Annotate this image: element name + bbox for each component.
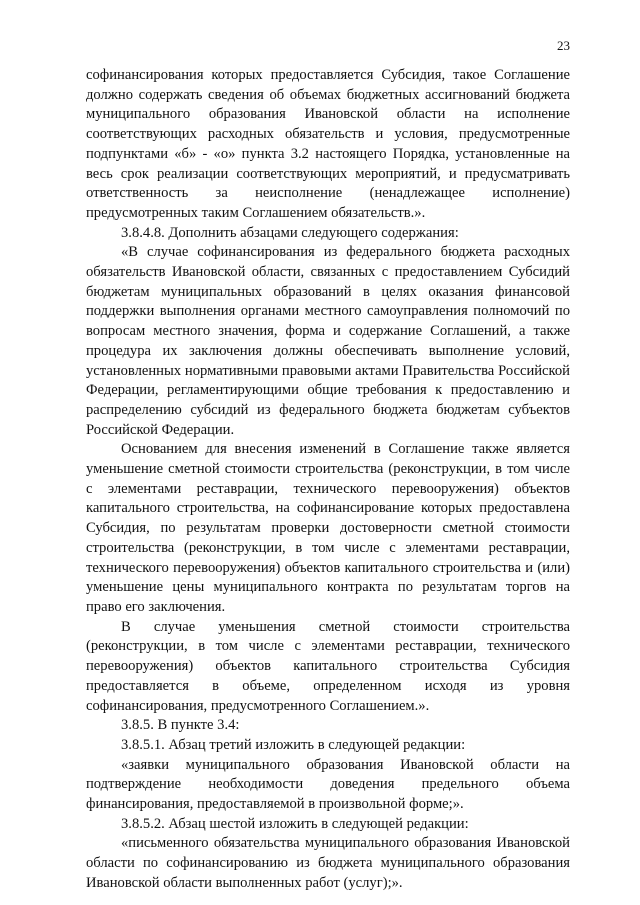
paragraph-written-obligation-quote: «письменного обязательства муниципального образования Ивановской области по софинансированию из бюджета муниципального образования Ивановской области выполненных работ (услуг);». <box>86 835 570 891</box>
paragraph-item-3-8-5: 3.8.5. В пункте 3.4: <box>121 717 240 734</box>
page-number: 23 <box>557 38 570 53</box>
paragraph-application-quote: «заявки муниципального образования Ивановской области на подтверждение необходимости доведения предельного объема финансирования, предоставляемой в произвольной форме;». <box>86 756 570 813</box>
document-body <box>86 66 570 894</box>
paragraph-agreement-changes: Основанием для внесения изменений в Соглашение также является уменьшение сметной стоимости строительства (реконструкции, в том числе с элементами реставрации, технического перевооружения) объектов капитального строительства, на софинансирование которых предоставлена Субсидия, по результатам проверки достоверности сметной стоимости строительства (реконструкции, в том числе с элементами реставрации, технического перевооружения) объектов капитального строительства и (или) уменьшение цены муниципального контракта по результатам торгов на право его заключения. <box>86 441 570 615</box>
paragraph-cofinancing-federal: «В случае софинансирования из федерального бюджета расходных обязательств Ивановской области, связанных с предоставлением Субсидий бюджетам муниципальных образований в целях оказания финансовой поддержки выполнения органами местного самоуправления полномочий по вопросам местного значения, форма и содержание Соглашений, а также процедура их заключения должны обеспечивать выполнение условий, установленных нормативными правовыми актами Правительства Российской Федерации, регламентирующими общие требования к предоставлению и распределению субсидий из федерального бюджета бюджетам субъектов Российской Федерации. <box>86 244 570 438</box>
paragraph-continuation: софинансирования которых предоставляется Субсидия, такое Соглашение должно содержать сведения об объемах бюджетных ассигнований бюджета муниципального образования Ивановской области на исполнение соответствующих расходных обязательств и условия, предусмотренные подпунктами «б» - «о» пункта 3.2 настоящего Порядка, установленные на весь срок реализации соответствующих мероприятий, и предусматривать ответственность за неисполнение (ненадлежащее исполнение) предусмотренных таким Соглашением обязательств.». <box>86 67 570 221</box>
paragraph-item-3-8-5-2: 3.8.5.2. Абзац шестой изложить в следующей редакции: <box>121 815 469 832</box>
paragraph-cost-reduction: В случае уменьшения сметной стоимости строительства (реконструкции, в том числе с элементами реставрации, технического перевооружения) объектов капитального строительства Субсидия предоставляется в объеме, определенном исходя из уровня софинансирования, предусмотренного Соглашением.». <box>86 618 570 714</box>
paragraph-item-3-8-4-8: 3.8.4.8. Дополнить абзацами следующего содержания: <box>121 224 459 241</box>
paragraph-item-3-8-5-1: 3.8.5.1. Абзац третий изложить в следующей редакции: <box>121 736 466 753</box>
